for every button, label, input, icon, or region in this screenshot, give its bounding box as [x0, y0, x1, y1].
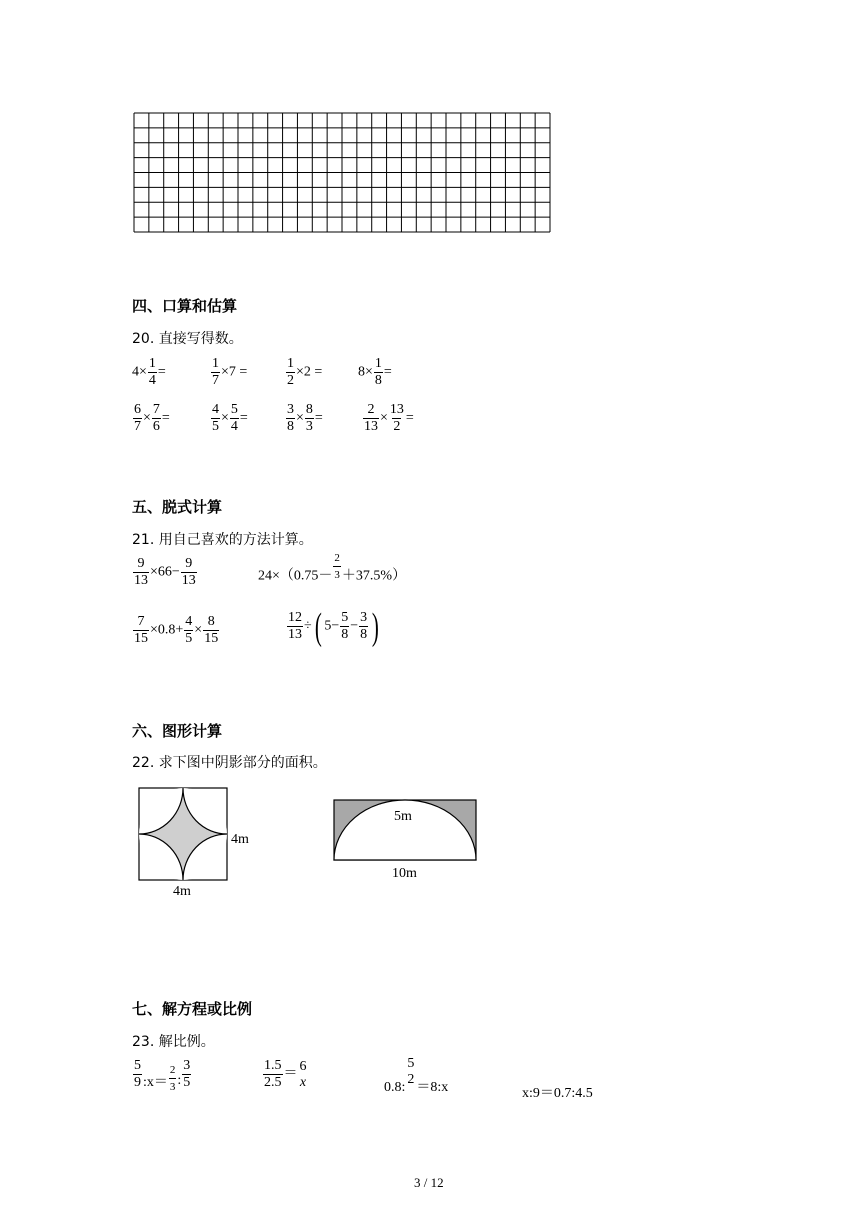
- figure-rectangle-semicircle: [328, 795, 488, 885]
- q23-proportion-4: x:9＝0.7:4.5: [522, 1086, 593, 1101]
- q21-expression-2: 24×（0.75－ $\frac{2}{3}$ ＋37.5%）: [258, 552, 407, 584]
- page-number: 3 / 12: [414, 1175, 444, 1190]
- q20-item-5: $\frac{6}{7}$ × $\frac{7}{6}$ =: [134, 402, 170, 434]
- question-23-prompt: 23. 解比例。: [132, 1034, 215, 1050]
- q20-item-8: $\frac{2}{13}$ × $\frac{13}{2}$ =: [364, 402, 414, 434]
- q21-expression-3: $\frac{7}{15}$ ×0.8+ $\frac{4}{5}$ × $\frac{8}{15}$: [134, 614, 219, 646]
- q20-item-1: 4× $\frac{1}{4}$ =: [132, 356, 166, 388]
- section-title-oral-estimation: 四、口算和估算: [132, 297, 238, 315]
- q20-item-2: $\frac{1}{7}$ ×7 =: [212, 356, 248, 388]
- q23-proportion-3: 0.8: 5 2 ＝8:x: [384, 1056, 449, 1096]
- fig1-side-label: 4m: [231, 832, 249, 847]
- q21-expression-1: $\frac{9}{13}$ ×66− $\frac{9}{13}$: [134, 556, 196, 588]
- answer-grid: [133, 112, 553, 234]
- q21-expression-4: $\frac{12}{13}$ ÷( 5− $\frac{5}{8}$ − $\frac{3}{8}$ ): [288, 605, 379, 648]
- question-20-prompt: 20. 直接写得数。: [132, 331, 243, 347]
- fig1-bottom-label: 4m: [173, 884, 191, 899]
- section-title-figure-calculation: 六、图形计算: [132, 722, 223, 740]
- q23-proportion-2: $\frac{1.5}{2.5}$ ＝ 6 x: [264, 1058, 307, 1090]
- question-21-prompt: 21. 用自己喜欢的方法计算。: [132, 532, 313, 548]
- figure-square-quarter-circles: [130, 782, 270, 902]
- q20-item-4: 8× $\frac{1}{8}$ =: [358, 356, 392, 388]
- fig2-top-label: 5m: [394, 809, 412, 824]
- q23-proportion-1: $\frac{5}{9}$ :x＝ $\frac{2}{3}$ : $\frac{3}{5}$: [134, 1058, 191, 1093]
- question-22-prompt: 22. 求下图中阴影部分的面积。: [132, 755, 327, 771]
- q20-item-6: $\frac{4}{5}$ × $\frac{5}{4}$ =: [212, 402, 248, 434]
- section-title-step-calculation: 五、脱式计算: [132, 498, 223, 516]
- q20-item-3: $\frac{1}{2}$ ×2 =: [287, 356, 323, 388]
- q20-item-7: $\frac{3}{8}$ × $\frac{8}{3}$ =: [287, 402, 323, 434]
- fig2-bottom-label: 10m: [392, 866, 417, 881]
- section-title-equations-proportions: 七、解方程或比例: [132, 1000, 253, 1018]
